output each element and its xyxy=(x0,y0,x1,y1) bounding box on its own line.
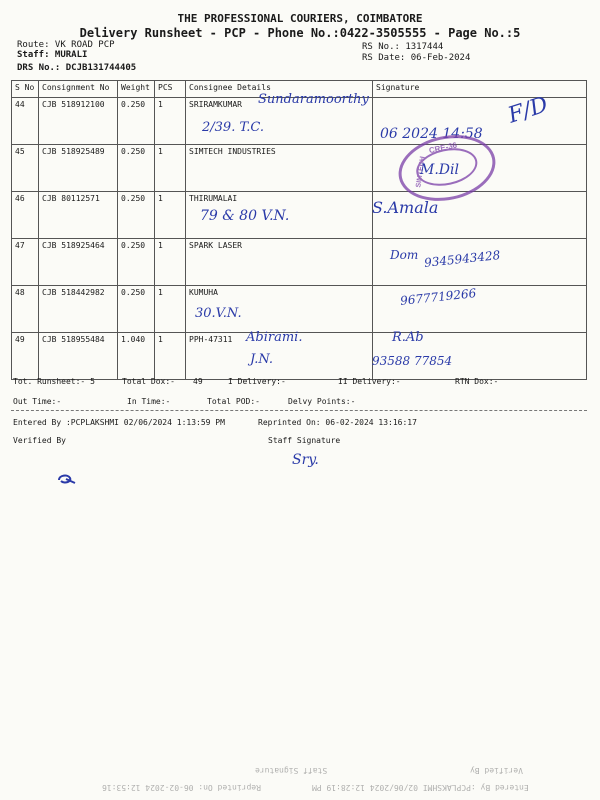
weight: 0.250 xyxy=(118,286,155,333)
consignee: PPH-47311 xyxy=(186,333,373,380)
consignee: SRIRAMKUMAR xyxy=(186,98,373,145)
pcs: 1 xyxy=(155,333,186,380)
sno: 47 xyxy=(12,239,39,286)
separator-line xyxy=(11,410,587,411)
mirrored-staff-signature: Staff Signature xyxy=(255,766,328,775)
consignment-no: CJB 518912100 xyxy=(39,98,118,145)
handwritten-address: 30.V.N. xyxy=(195,306,242,321)
in-time: In Time:- xyxy=(127,397,171,406)
consignee: SPARK LASER xyxy=(186,239,373,286)
handwritten-signature: 06 2024 14:58 xyxy=(380,126,483,142)
staff-label: Staff: MURALI xyxy=(17,50,88,60)
rs-number: RS No.: 1317444 xyxy=(362,42,444,52)
col-sno: S No xyxy=(12,81,39,98)
consignment-no: CJB 518925464 xyxy=(39,239,118,286)
consignment-no: CJB 518925489 xyxy=(39,145,118,192)
sno: 46 xyxy=(12,192,39,239)
verified-by: Verified By xyxy=(13,436,66,445)
mirrored-reprinted: Reprinted On: 06-02-2024 12:53:16 xyxy=(102,783,261,792)
total-dox-value: 49 xyxy=(193,377,203,386)
pcs: 1 xyxy=(155,192,186,239)
consignment-no: CJB 518442982 xyxy=(39,286,118,333)
ii-delivery: II Delivery:- xyxy=(338,377,401,386)
sno: 44 xyxy=(12,98,39,145)
handwritten-phone: 9677719266 xyxy=(399,286,477,308)
weight: 0.250 xyxy=(118,98,155,145)
total-pod: Total POD:- xyxy=(207,397,260,406)
staff-signature-label: Staff Signature xyxy=(268,436,341,445)
staff-signature: Sry. xyxy=(292,452,319,468)
col-signature: Signature xyxy=(373,81,587,98)
pcs: 1 xyxy=(155,98,186,145)
stamp-name: SIMTECH xyxy=(415,155,427,189)
stamp-code: CRE-36 xyxy=(428,140,458,156)
handwritten-name: Abirami. xyxy=(246,330,303,345)
consignee: THIRUMALAI xyxy=(186,192,373,239)
sno: 45 xyxy=(12,145,39,192)
handwritten-address: 79 & 80 V.N. xyxy=(200,208,290,224)
rs-date: RS Date: 06-Feb-2024 xyxy=(362,53,471,63)
handwritten-signature-name: R.Ab xyxy=(392,330,424,345)
col-weight: Weight xyxy=(118,81,155,98)
mirrored-verified-by: Verified By xyxy=(470,766,523,775)
total-runsheet: Tot. Runsheet:- 5 xyxy=(13,377,95,386)
consignment-no: CJB 518955484 xyxy=(39,333,118,380)
table-row xyxy=(12,286,587,333)
weight: 1.040 xyxy=(118,333,155,380)
handwritten-signature: M.Dil xyxy=(420,162,459,178)
handwritten-signature: S.Amala xyxy=(372,198,439,217)
ink-mark-icon xyxy=(56,472,78,486)
pcs: 1 xyxy=(155,286,186,333)
consignment-no: CJB 80112571 xyxy=(39,192,118,239)
weight: 0.250 xyxy=(118,239,155,286)
handwritten-address: J.N. xyxy=(250,352,274,367)
reprinted-on: Reprinted On: 06-02-2024 13:16:17 xyxy=(258,418,417,427)
consignee: SIMTECH INDUSTRIES xyxy=(186,145,373,192)
entered-by: Entered By :PCPLAKSHMI 02/06/2024 1:13:59 PM xyxy=(13,418,225,427)
pcs: 1 xyxy=(155,239,186,286)
col-consignee: Consignee Details xyxy=(186,81,373,98)
handwritten-name: Sundaramoorthy xyxy=(258,92,369,107)
delvy-points: Delvy Points:- xyxy=(288,397,356,406)
runsheet-title: Delivery Runsheet - PCP - Phone No.:0422-3505555 - Page No.:5 xyxy=(79,26,521,40)
table-row xyxy=(12,192,587,239)
sno: 49 xyxy=(12,333,39,380)
pcs: 1 xyxy=(155,145,186,192)
out-time: Out Time:- xyxy=(13,397,62,406)
weight: 0.250 xyxy=(118,145,155,192)
company-name: THE PROFESSIONAL COURIERS, COIMBATORE xyxy=(177,12,423,25)
drs-number: DRS No.: DCJB131744405 xyxy=(17,63,137,73)
weight: 0.250 xyxy=(118,192,155,239)
handwritten-address: 2/39. T.C. xyxy=(202,120,264,135)
i-delivery: I Delivery:- xyxy=(228,377,286,386)
route-label: Route: VK ROAD PCP xyxy=(17,40,115,50)
col-consignment: Consignment No xyxy=(39,81,118,98)
handwritten-signature-name: Dom xyxy=(390,248,419,262)
handwritten-phone: 9345943428 xyxy=(423,248,501,270)
total-dox-label: Total Dox:- xyxy=(122,377,175,386)
mirrored-entered-by: Entered By :PCPLAKSHMI 02/06/2024 12:28:19 PM xyxy=(312,783,529,792)
table-row xyxy=(12,145,587,192)
col-pcs: PCS xyxy=(155,81,186,98)
sno: 48 xyxy=(12,286,39,333)
fd-annotation: F/D xyxy=(505,92,552,129)
rtn-dox: RTN Dox:- xyxy=(455,377,499,386)
consignee: KUMUHA xyxy=(186,286,373,333)
handwritten-phone: 93588 77854 xyxy=(372,354,453,368)
